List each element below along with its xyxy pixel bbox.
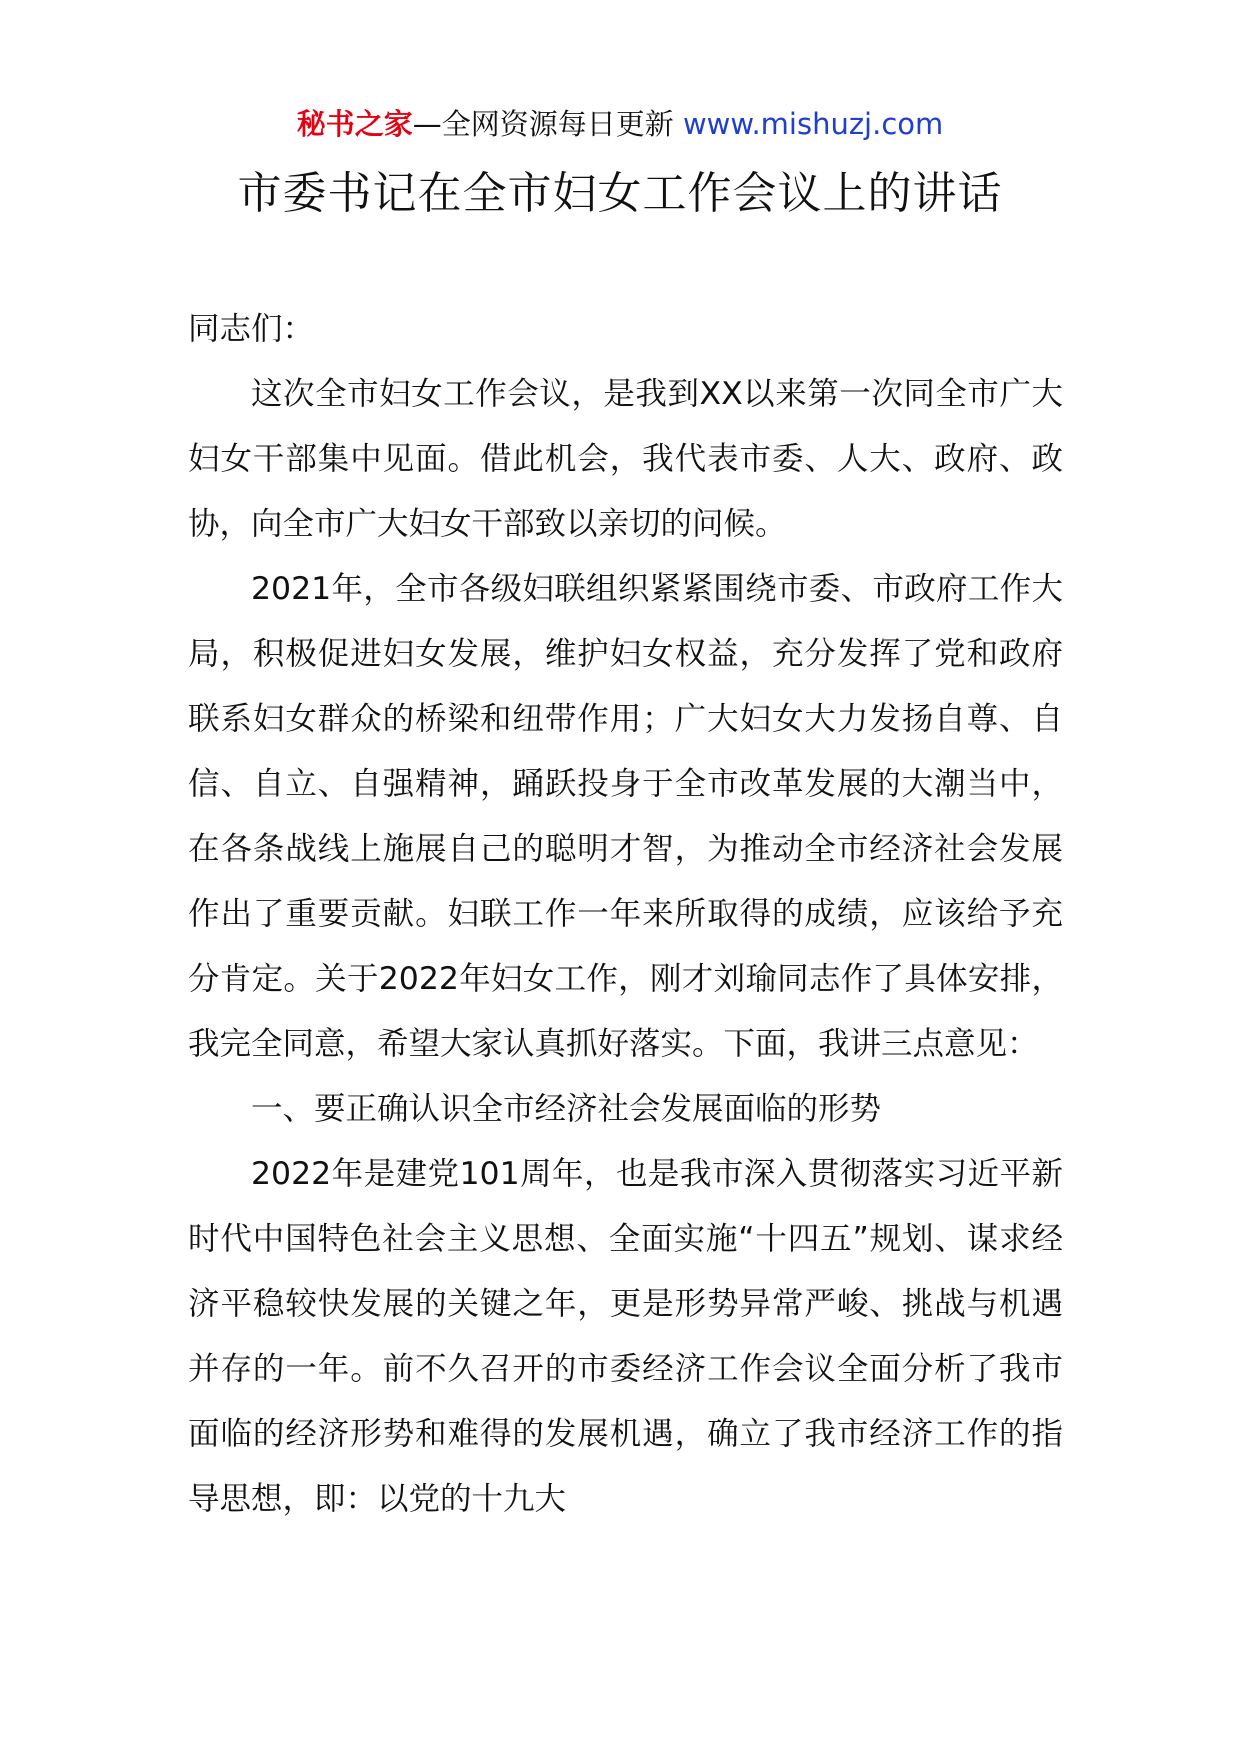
paragraph: 2021年，全市各级妇联组织紧紧围绕市委、市政府工作大局，积极促进妇女发展，维护妇女权益，充分发挥了党和政府联系妇女群众的桥梁和纽带作用；广大妇女大力发扬自尊、自信、自立、自强精神，踊跃投身于全市改革发展的大潮当中，在各条战线上施展自己的聪明才智，为推动全市经济社会发展作出了重要贡献。妇联工作一年来所取得的成绩，应该给予充分肯定。关于2022年妇女工作，刚才刘瑜同志作了具体安排，我完全同意，希望大家认真抓好落实。下面，我讲三点意见： [188,571,1063,1062]
document-title: 市委书记在全市妇女工作会议上的讲话 [237,168,1003,219]
brand-name: 秘书之家 [296,107,413,141]
paragraph: 这次全市妇女工作会议，是我到XX以来第一次同全市广大妇女干部集中见面。借此机会，我代表市委、人大、政府、政协，向全市广大妇女干部致以亲切的问候。 [188,376,1063,542]
section-heading: 一、要正确认识全市经济社会发展面临的形势 [251,1091,882,1127]
site-banner [0,104,1240,144]
banner-tagline: —全网资源每日更新 [412,107,674,141]
site-url: www.mishuzj.com [682,107,944,141]
paragraph: 2022年是建党101周年，也是我市深入贯彻落实习近平新时代中国特色社会主义思想、全面实施“十四五”规划、谋求经济平稳较快发展的关键之年，更是形势异常严峻、挑战与机遇并存的一年。前不久召开的市委经济工作会议全面分析了我市面临的经济形势和难得的发展机遇，确立了我市经济工作的指导思想，即：以党的十九大 [188,1156,1063,1517]
salutation: 同志们： [188,311,315,347]
document-body [188,297,1063,1532]
